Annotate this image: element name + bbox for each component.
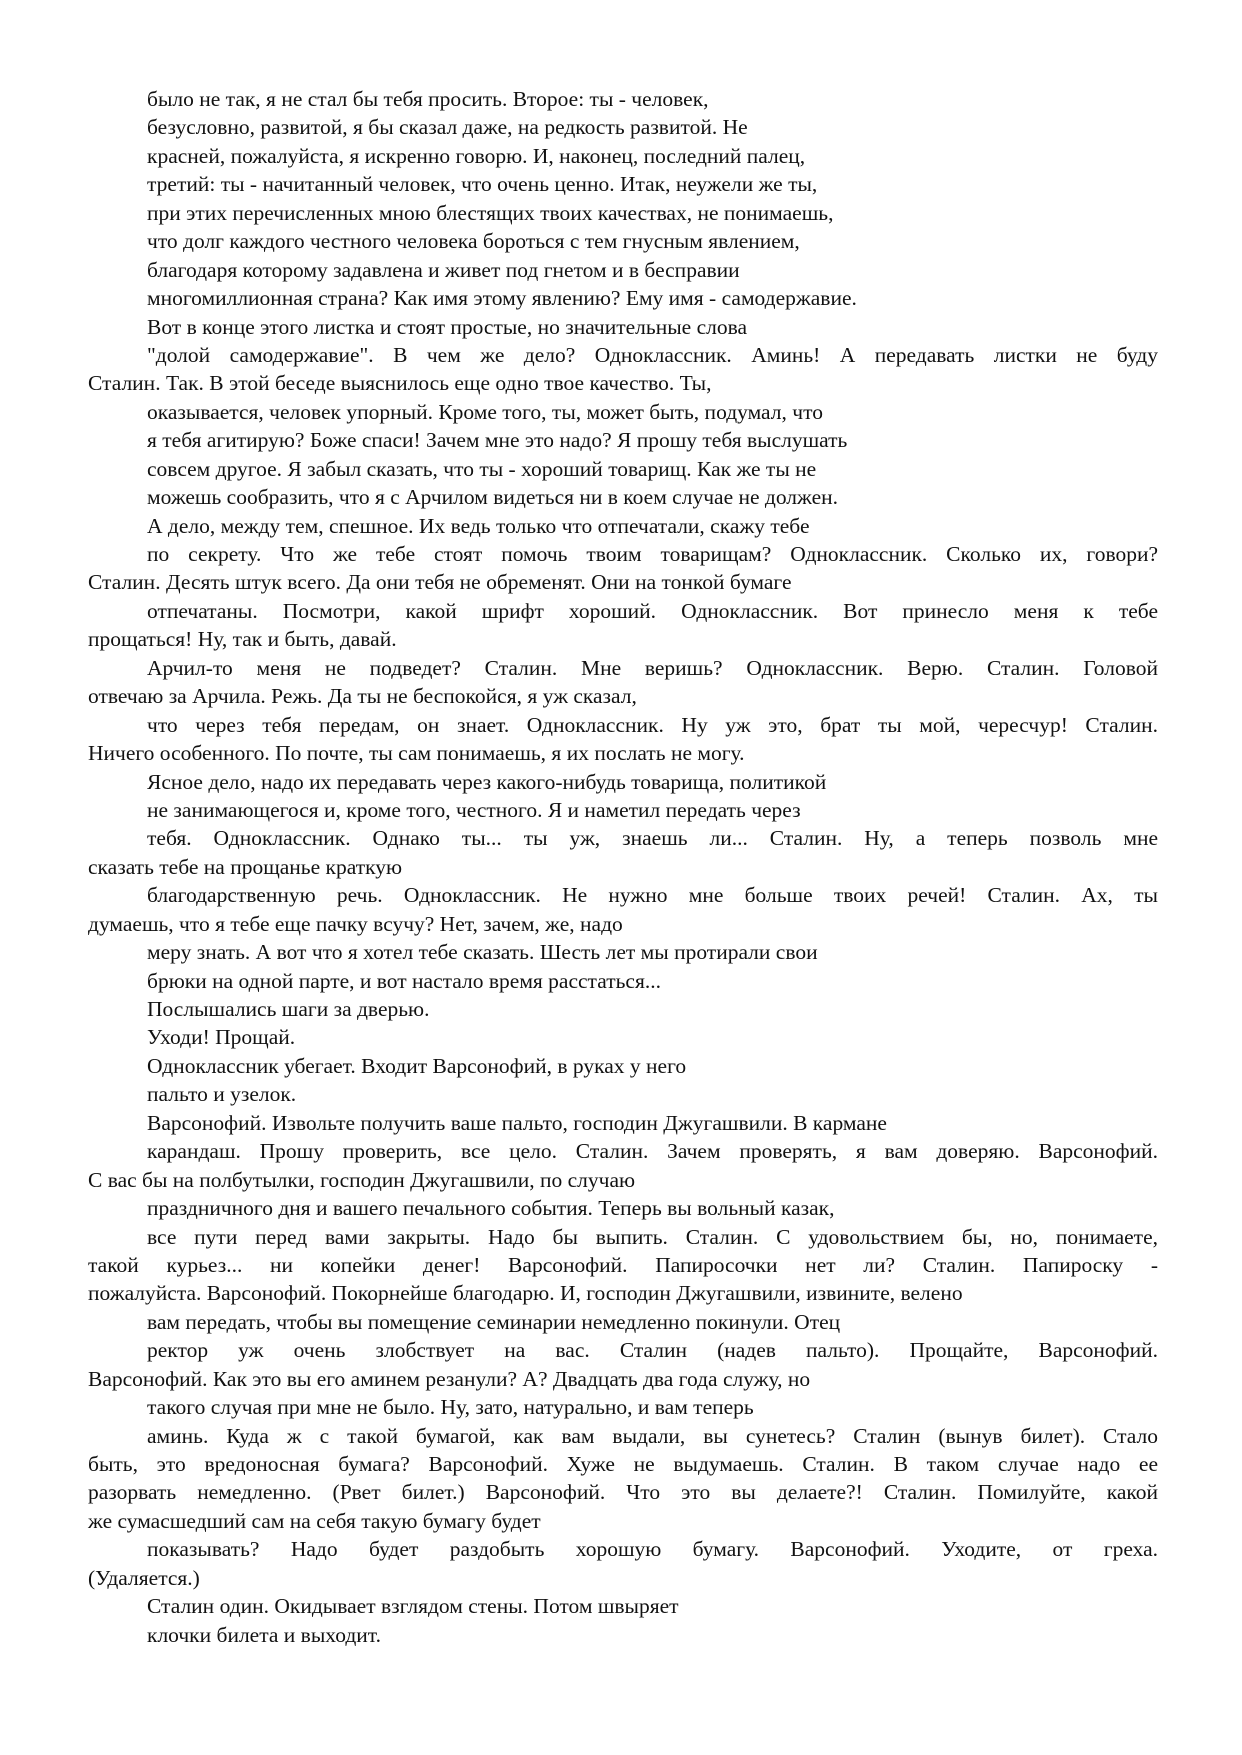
text-line: показывать? Надо будет раздобыть хорошую бумагу. Варсонофий. Уходите, от греха. (147, 1537, 1158, 1562)
text-line: ректор уж очень злобствует на вас. Сталин (надев пальто). Прощайте, Варсонофий. (147, 1338, 1158, 1363)
text-line: Одноклассник убегает. Входит Варсонофий, в руках у него (147, 1053, 687, 1078)
text-line: Варсонофий. Извольте получить ваше пальто, господин Джугашвили. В кармане (147, 1110, 887, 1135)
text-line: Вот в конце этого листка и стоят простые, но значительные слова (147, 314, 748, 339)
text-line: Уходи! Прощай. (147, 1025, 296, 1050)
text-line: что через тебя передам, он знает. Одноклассник. Ну уж это, брат ты мой, чересчур! Сталин. (147, 712, 1158, 737)
text-line: что долг каждого честного человека бороться с тем гнусным явлением, (147, 229, 800, 254)
text-line: Арчил-то меня не подведет? Сталин. Мне веришь? Одноклассник. Верю. Сталин. Головой (147, 655, 1158, 680)
text-line: (Удаляется.) (88, 1565, 200, 1590)
text-line: пожалуйста. Варсонофий. Покорнейше благодарю. И, господин Джугашвили, извините, велено (88, 1281, 963, 1306)
text-line: прощаться! Ну, так и быть, давай. (88, 627, 397, 652)
text-line: я тебя агитирую? Боже спаси! Зачем мне это надо? Я прошу тебя выслушать (147, 428, 848, 453)
text-line: оказывается, человек упорный. Кроме того, ты, может быть, подумал, что (147, 399, 823, 424)
text-line: разорвать немедленно. (Рвет билет.) Варсонофий. Что это вы делаете?! Сталин. Помилуйте, какой (88, 1480, 1158, 1505)
text-line: красней, пожалуйста, я искренно говорю. И, наконец, последний палец, (147, 143, 806, 168)
text-line: Сталин один. Окидывает взглядом стены. Потом швыряет (147, 1594, 679, 1619)
text-line: отвечаю за Арчила. Режь. Да ты не беспокойся, я уж сказал, (88, 684, 637, 709)
text-line: безусловно, развитой, я бы сказал даже, на редкость развитой. Не (147, 115, 748, 140)
text-line: А дело, между тем, спешное. Их ведь только что отпечатали, скажу тебе (147, 513, 810, 538)
text-line: "долой самодержавие". В чем же дело? Одноклассник. Аминь! А передавать листки не буду (147, 342, 1158, 367)
text-line: Сталин. Десять штук всего. Да они тебя не обременят. Они на тонкой бумаге (88, 570, 792, 595)
text-line: при этих перечисленных мною блестящих твоих качествах, не понимаешь, (147, 200, 834, 225)
text-line: Ничего особенного. По почте, ты сам понимаешь, я их послать не могу. (88, 741, 745, 766)
text-line: С вас бы на полбутылки, господин Джугашвили, по случаю (88, 1167, 636, 1192)
text-line: Ясное дело, надо их передавать через какого-нибудь товарища, политикой (147, 769, 827, 794)
text-line: Послышались шаги за дверью. (147, 997, 430, 1021)
text-line: благодаря которому задавлена и живет под гнетом и в бесправии (147, 257, 740, 282)
text-line: брюки на одной парте, и вот настало время расстаться... (147, 968, 661, 993)
text-line: аминь. Куда ж с такой бумагой, как вам выдали, вы сунетесь? Сталин (вынув билет). Стало (147, 1423, 1158, 1448)
text-line: совсем другое. Я забыл сказать, что ты - хороший товарищ. Как же ты не (147, 456, 817, 481)
text-line: благодарственную речь. Одноклассник. Не нужно мне больше твоих речей! Сталин. Ах, ты (147, 883, 1158, 908)
text-line: было не так, я не стал бы тебя просить. Второе: ты - человек, (147, 87, 709, 111)
text-line: все пути перед вами закрыты. Надо бы выпить. Сталин. С удовольствием бы, но, понимаете, (147, 1224, 1158, 1249)
text-line: меру знать. А вот что я хотел тебе сказать. Шесть лет мы протирали свои (147, 940, 818, 965)
text-line: не занимающегося и, кроме того, честного. Я и наметил передать через (147, 797, 801, 822)
text-line: можешь сообразить, что я с Арчилом видеться ни в коем случае не должен. (147, 485, 839, 510)
text-line: праздничного дня и вашего печального события. Теперь вы вольный казак, (147, 1196, 835, 1221)
document-text (88, 85, 1158, 1649)
text-line: Варсонофий. Как это вы его аминем резанули? А? Двадцать два года служу, но (88, 1366, 811, 1391)
text-line: Сталин. Так. В этой беседе выяснилось еще одно твое качество. Ты, (88, 371, 712, 396)
text-line: же сумасшедший сам на себя такую бумагу будет (88, 1508, 541, 1533)
text-line: многомиллионная страна? Как имя этому явлению? Ему имя - самодержавие. (147, 286, 857, 311)
text-line: сказать тебе на прощанье краткую (88, 854, 403, 879)
text-line: быть, это вредоносная бумага? Варсонофий. Хуже не выдумаешь. Сталин. В таком случае надо ее (88, 1452, 1158, 1476)
text-line: вам передать, чтобы вы помещение семинарии немедленно покинули. Отец (147, 1309, 841, 1334)
text-line: отпечатаны. Посмотри, какой шрифт хороший. Одноклассник. Вот принесло меня к тебе (147, 598, 1158, 623)
text-line: третий: ты - начитанный человек, что очень ценно. Итак, неужели же ты, (147, 172, 818, 197)
text-line: карандаш. Прошу проверить, все цело. Сталин. Зачем проверять, я вам доверяю. Варсонофий. (147, 1139, 1158, 1164)
text-line: клочки билета и выходит. (147, 1622, 381, 1647)
text-line: по секрету. Что же тебе стоят помочь твоим товарищам? Одноклассник. Сколько их, говори? (147, 542, 1158, 566)
text-line: такого случая при мне не было. Ну, зато, натурально, и вам теперь (147, 1395, 754, 1420)
text-line: думаешь, что я тебе еще пачку всучу? Нет, зачем, же, надо (88, 911, 623, 936)
text-line: тебя. Одноклассник. Однако ты... ты уж, знаешь ли... Сталин. Ну, а теперь позволь мне (147, 826, 1158, 851)
text-line: такой курьез... ни копейки денег! Варсонофий. Папиросочки нет ли? Сталин. Папироску - (88, 1252, 1158, 1277)
text-line: пальто и узелок. (147, 1082, 297, 1107)
